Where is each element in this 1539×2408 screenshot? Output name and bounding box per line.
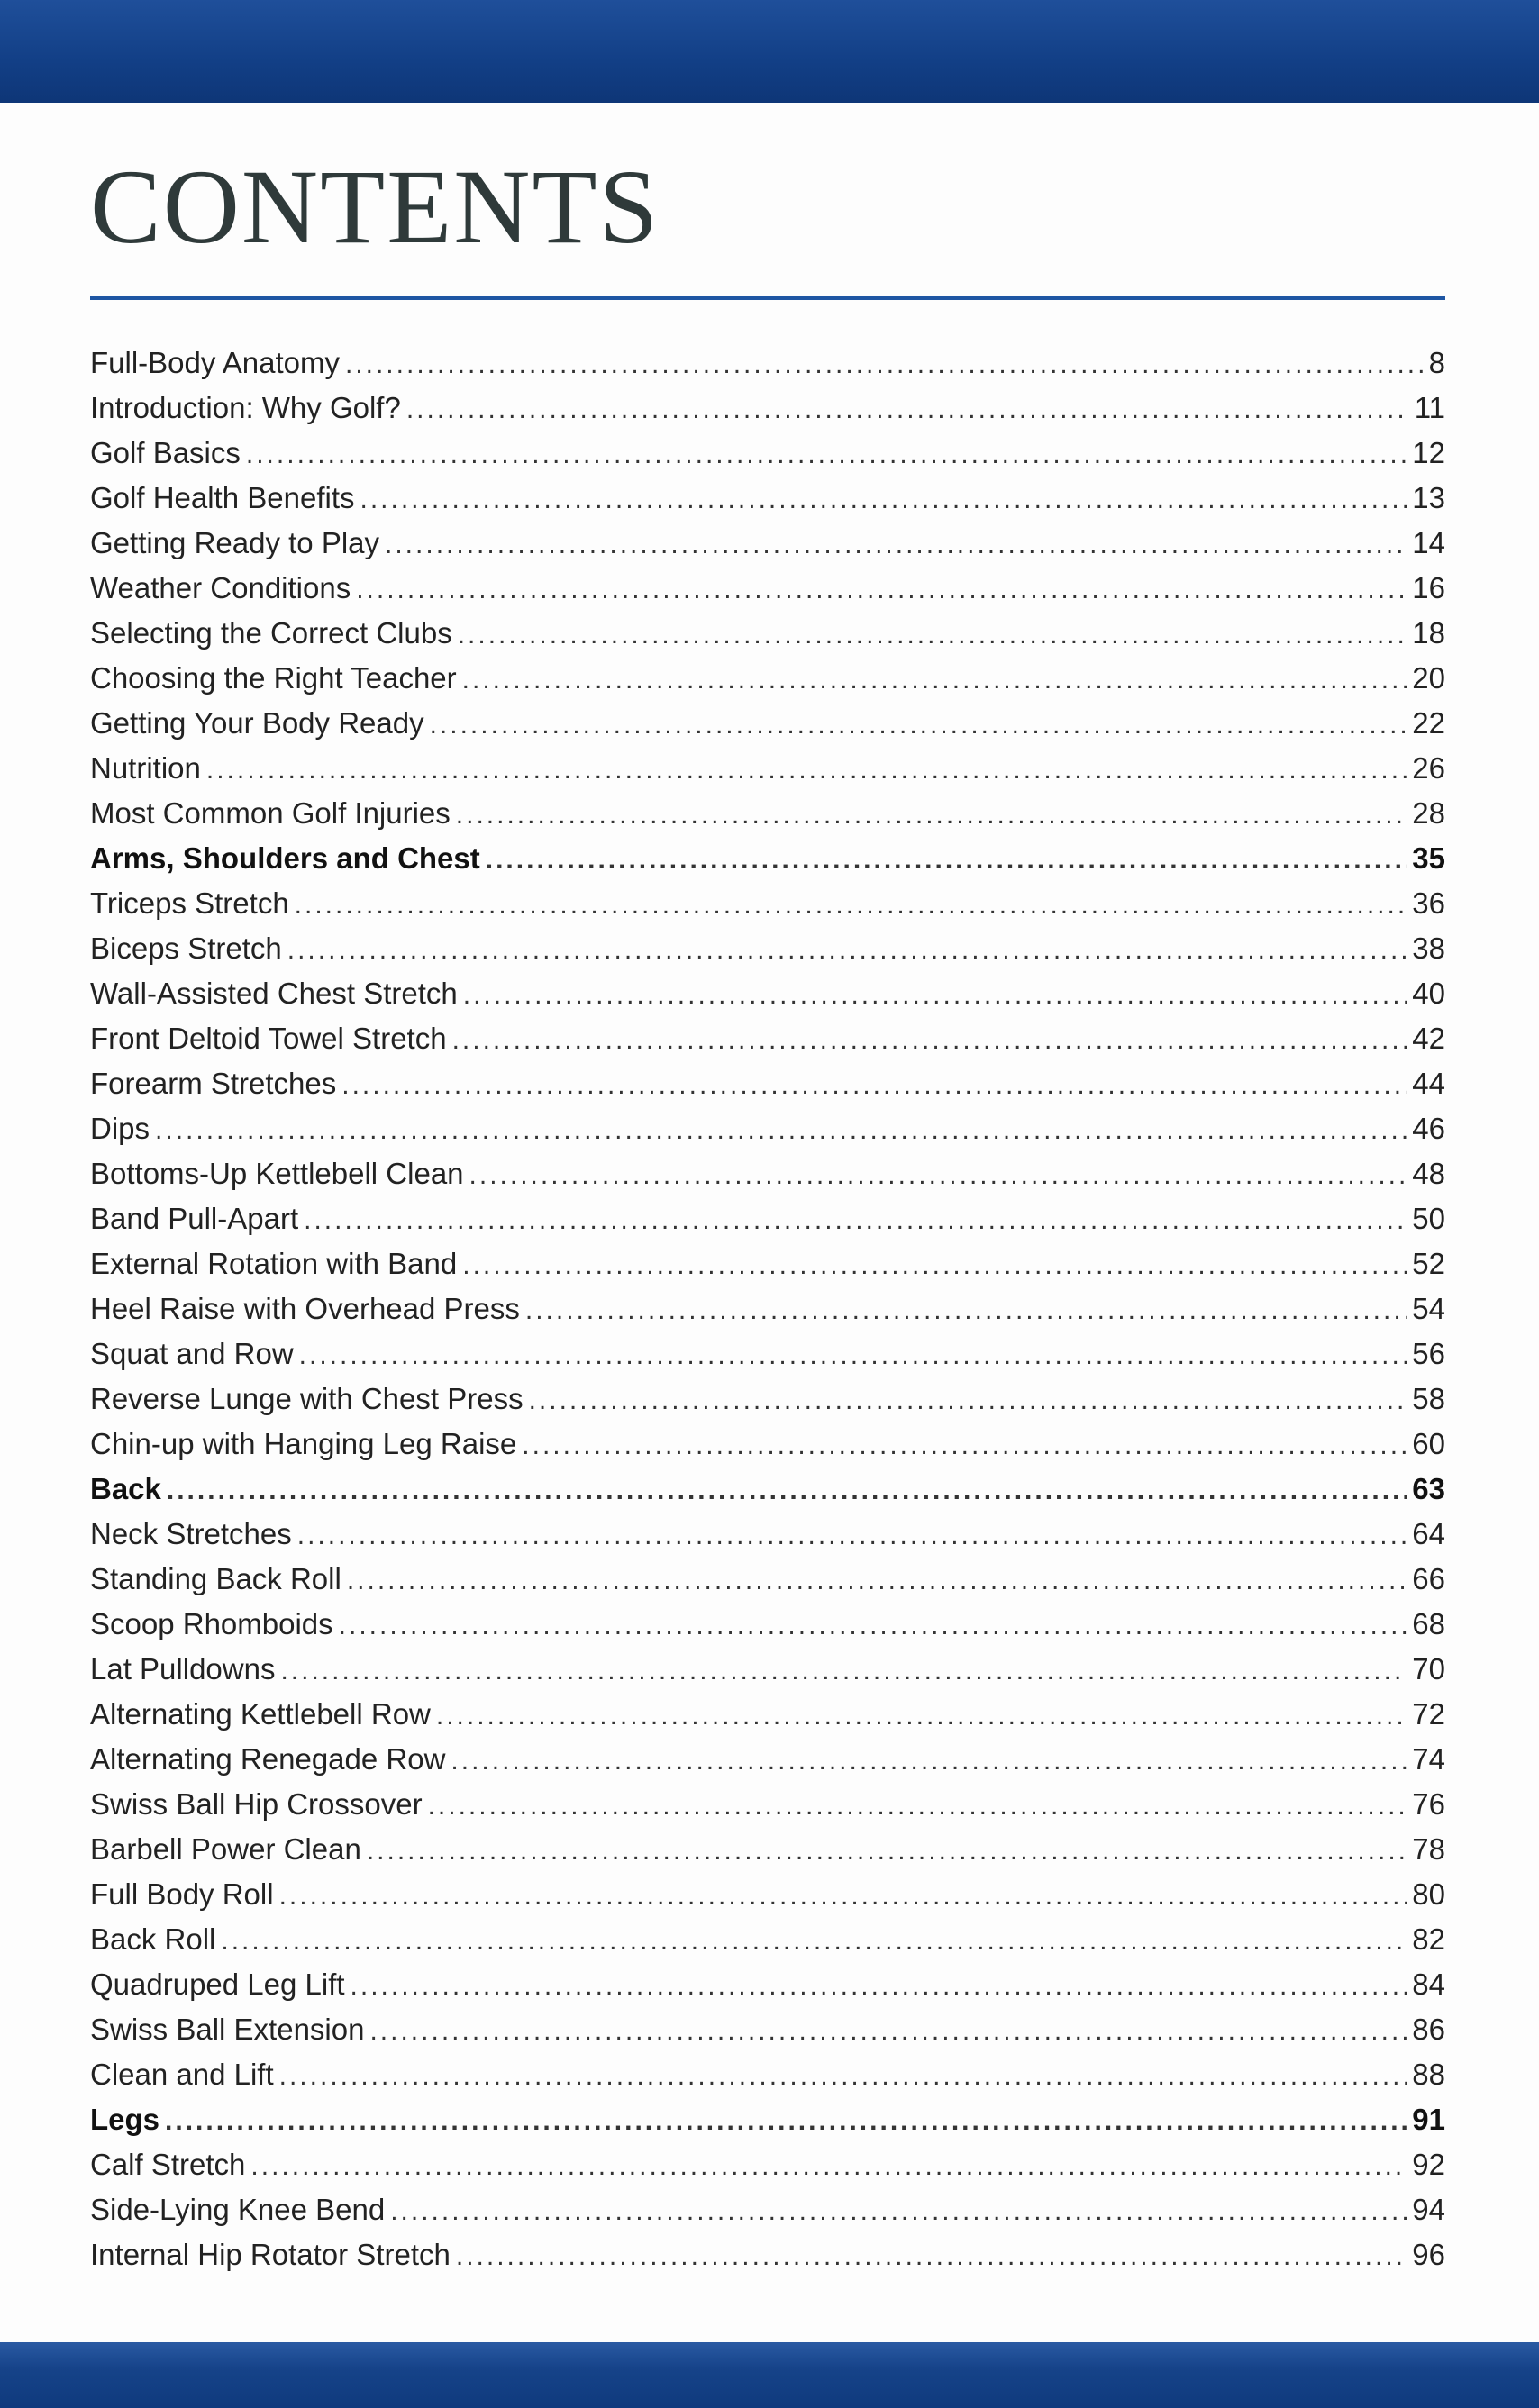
dot-leader [430,703,1407,746]
toc-page-number: 20 [1412,661,1445,695]
toc-entry-title: Introduction: Why Golf? [90,391,401,424]
toc-entry [90,2052,1445,2097]
toc-entry [90,2007,1445,2052]
dot-leader [299,1333,1407,1377]
dot-leader [280,1649,1407,1692]
toc-entry [90,1962,1445,2007]
dot-leader [469,1153,1407,1196]
toc-page-number: 92 [1412,2148,1445,2181]
toc-entry-title: Chin-up with Hanging Leg Raise [90,1427,517,1460]
toc-entry-title: Triceps Stretch [90,886,289,920]
dot-leader [462,1243,1407,1286]
toc-entry-title: Bottoms-Up Kettlebell Clean [90,1157,464,1190]
toc-entry [90,1602,1445,1647]
toc-page-number: 36 [1412,886,1445,920]
toc-page-number: 91 [1412,2103,1445,2136]
toc-page-number: 84 [1412,1967,1445,2001]
dot-leader [525,1288,1407,1331]
toc-entry-title: Side-Lying Knee Bend [90,2193,386,2226]
toc-entry [90,1151,1445,1196]
toc-page-number: 50 [1412,1202,1445,1235]
dot-leader [155,1108,1407,1151]
bottom-color-band [0,2342,1539,2408]
toc-entry-title: Golf Basics [90,436,241,469]
dot-leader [351,1964,1407,2007]
dot-leader [279,2054,1407,2097]
toc-entry [90,746,1445,791]
dot-leader [250,2144,1407,2187]
toc-page-number: 63 [1412,1472,1445,1505]
dot-leader [297,1513,1407,1557]
toc-page-number: 38 [1412,931,1445,965]
toc-entry [90,881,1445,926]
toc-entry [90,791,1445,836]
toc-entry-title: Swiss Ball Hip Crossover [90,1787,423,1821]
toc-page-number: 54 [1412,1292,1445,1325]
toc-entry-title: Neck Stretches [90,1517,292,1550]
toc-entry [90,476,1445,521]
toc-entry-title: Front Deltoid Towel Stretch [90,1022,447,1055]
dot-leader [347,1558,1407,1602]
toc-entry-title: Band Pull-Apart [90,1202,299,1235]
toc-entry-title: Getting Your Body Ready [90,706,424,740]
toc-entry [90,1557,1445,1602]
toc-entry [90,386,1445,431]
dot-leader [356,568,1407,611]
toc-entry-title: Golf Health Benefits [90,481,355,514]
toc-page-number: 13 [1412,481,1445,514]
toc-page-number: 48 [1412,1157,1445,1190]
dot-leader [456,793,1407,836]
toc-entry [90,1647,1445,1692]
toc-entry-title: Barbell Power Clean [90,1832,361,1866]
toc-entry-title: Clean and Lift [90,2058,274,2091]
toc-entry [90,1286,1445,1331]
toc-entry [90,971,1445,1016]
toc-entry [90,1061,1445,1106]
toc-entry-title: Lat Pulldowns [90,1652,276,1686]
toc-page-number: 94 [1412,2193,1445,2226]
title-divider [90,296,1445,300]
toc-entry [90,656,1445,701]
toc-page-number: 70 [1412,1652,1445,1686]
dot-leader [456,2234,1407,2277]
toc-page-number: 96 [1412,2238,1445,2271]
toc-entry [90,1422,1445,1467]
toc-entry [90,1331,1445,1377]
toc-entry-title: Quadruped Leg Lift [90,1967,345,2001]
table-of-contents [90,341,1445,2277]
toc-page-number: 72 [1412,1697,1445,1731]
toc-entry-title: Standing Back Roll [90,1562,341,1595]
toc-entry-title: Scoop Rhomboids [90,1607,333,1640]
toc-page-number: 82 [1412,1922,1445,1956]
toc-entry [90,341,1445,386]
toc-entry-title: Full-Body Anatomy [90,346,340,379]
dot-leader [451,1739,1407,1782]
toc-entry-title: Alternating Kettlebell Row [90,1697,431,1731]
toc-page-number: 66 [1412,1562,1445,1595]
toc-page-number: 74 [1412,1742,1445,1776]
toc-entry-title: Dips [90,1112,150,1145]
toc-entry-title: Reverse Lunge with Chest Press [90,1382,524,1415]
dot-leader [339,1604,1407,1647]
toc-entry-title: Choosing the Right Teacher [90,661,457,695]
toc-entry [90,521,1445,566]
toc-entry [90,1106,1445,1151]
dot-leader [428,1784,1407,1827]
toc-entry [90,2142,1445,2187]
toc-page-number: 52 [1412,1247,1445,1280]
top-color-band [0,0,1539,103]
dot-leader [436,1694,1407,1737]
toc-entry [90,1377,1445,1422]
toc-page-number: 64 [1412,1517,1445,1550]
dot-leader [458,613,1407,656]
toc-entry-title: Weather Conditions [90,571,351,604]
toc-page-number: 26 [1412,751,1445,785]
toc-entry-title: Back [90,1472,161,1505]
toc-entry-title: Biceps Stretch [90,931,282,965]
toc-entry-title: Swiss Ball Extension [90,2013,365,2046]
toc-page-number: 8 [1428,346,1445,379]
dot-leader [463,973,1407,1016]
toc-entry [90,611,1445,656]
dot-leader [360,477,1407,521]
toc-entry [90,1196,1445,1241]
toc-page-number: 56 [1412,1337,1445,1370]
toc-page-number: 14 [1412,526,1445,559]
toc-page-number: 28 [1412,796,1445,830]
toc-entry [90,701,1445,746]
dot-leader [369,2009,1407,2052]
toc-page-number: 80 [1412,1877,1445,1911]
dot-leader [452,1018,1407,1061]
toc-entry-title: Heel Raise with Overhead Press [90,1292,520,1325]
toc-page-number: 78 [1412,1832,1445,1866]
toc-entry-title: Forearm Stretches [90,1067,337,1100]
toc-entry [90,1827,1445,1872]
toc-page-number: 76 [1412,1787,1445,1821]
toc-page-number: 60 [1412,1427,1445,1460]
toc-page-number: 44 [1412,1067,1445,1100]
toc-entry-title: Nutrition [90,751,201,785]
dot-leader [345,342,1424,386]
dot-leader [221,1919,1407,1962]
toc-page-number: 58 [1412,1382,1445,1415]
toc-page-number: 35 [1412,841,1445,875]
dot-leader [462,658,1407,701]
dot-leader [390,2189,1407,2232]
toc-entry-title: Legs [90,2103,160,2136]
toc-entry-title: Selecting the Correct Clubs [90,616,452,650]
toc-page-number: 16 [1412,571,1445,604]
toc-page-number: 40 [1412,977,1445,1010]
dot-leader [304,1198,1407,1241]
dot-leader [167,1468,1407,1512]
toc-entry [90,1512,1445,1557]
page-title: CONTENTS [90,148,660,266]
toc-page-number: 11 [1414,391,1445,424]
toc-section-heading [90,2097,1445,2142]
toc-page-number: 68 [1412,1607,1445,1640]
toc-entry-title: Alternating Renegade Row [90,1742,446,1776]
toc-entry-title: Squat and Row [90,1337,294,1370]
dot-leader [385,522,1407,566]
toc-entry-title: External Rotation with Band [90,1247,458,1280]
toc-page-number: 12 [1412,436,1445,469]
dot-leader [206,748,1407,791]
toc-entry-title: Getting Ready to Play [90,526,380,559]
toc-entry [90,1016,1445,1061]
toc-entry [90,1241,1445,1286]
toc-entry-title: Calf Stretch [90,2148,246,2181]
toc-entry [90,2187,1445,2232]
toc-entry-title: Internal Hip Rotator Stretch [90,2238,451,2271]
dot-leader [367,1829,1407,1872]
dot-leader [486,838,1407,881]
toc-page-number: 88 [1412,2058,1445,2091]
toc-section-heading [90,836,1445,881]
dot-leader [279,1874,1407,1917]
toc-entry [90,1917,1445,1962]
toc-section-heading [90,1467,1445,1512]
toc-entry-title: Wall-Assisted Chest Stretch [90,977,458,1010]
toc-entry-title: Back Roll [90,1922,216,1956]
dot-leader [522,1423,1407,1467]
toc-page-number: 42 [1412,1022,1445,1055]
toc-entry-title: Arms, Shoulders and Chest [90,841,480,875]
dot-leader [529,1378,1407,1422]
toc-entry [90,1692,1445,1737]
toc-entry-title: Full Body Roll [90,1877,274,1911]
toc-entry [90,1737,1445,1782]
dot-leader [295,883,1407,926]
toc-entry-title: Most Common Golf Injuries [90,796,451,830]
dot-leader [287,928,1407,971]
toc-page-number: 46 [1412,1112,1445,1145]
dot-leader [406,387,1409,431]
toc-page-number: 18 [1412,616,1445,650]
toc-entry [90,431,1445,476]
toc-page-number: 86 [1412,2013,1445,2046]
toc-entry [90,1782,1445,1827]
toc-entry [90,2232,1445,2277]
dot-leader [165,2099,1407,2142]
dot-leader [246,432,1407,476]
toc-entry [90,566,1445,611]
toc-entry [90,1872,1445,1917]
toc-entry [90,926,1445,971]
dot-leader [341,1063,1407,1106]
toc-page-number: 22 [1412,706,1445,740]
